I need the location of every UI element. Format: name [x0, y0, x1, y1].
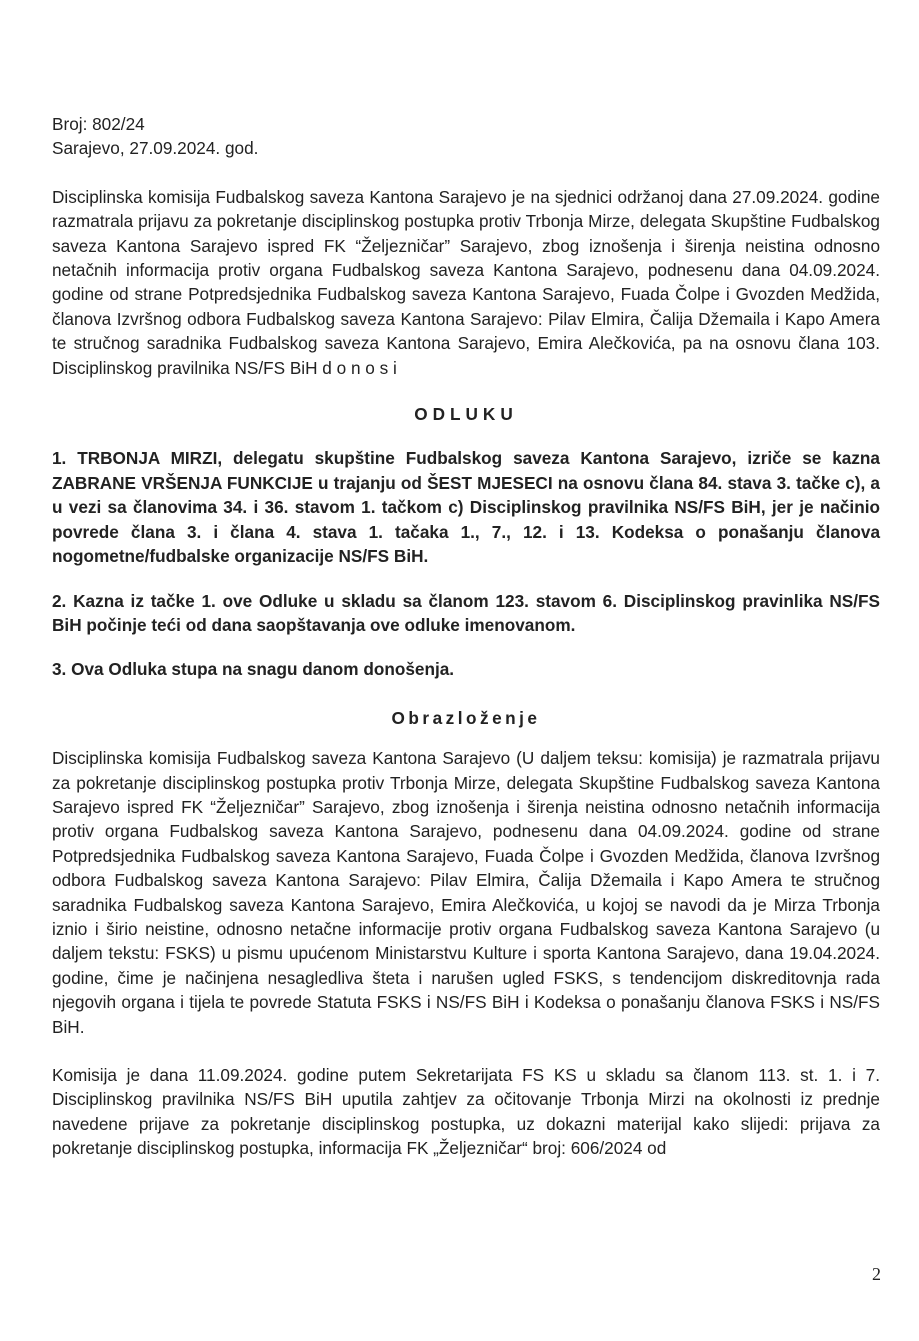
page-number: 2	[872, 1264, 881, 1284]
document-number: Broj: 802/24	[52, 114, 145, 134]
decision-item-1: 1. TRBONJA MIRZI, delegatu skupštine Fudbalskog saveza Kantona Sarajevo, izriče se kazna ZABRANE VRŠENJA FUNKCIJE u trajanju od ŠEST MJESECI na osnovu člana 84. stava 3. tačke c), a u vezi sa članovima 34. i 36. stavom 1. tačkom c) Disciplinskog pravilnika NS/FS BiH, jer je načinio povrede člana 3. i člana 4. stava 1. tačaka 1., 7., 12. i 13. Kodeksa o ponašanju članova nogometne/fudbalske organizacije NS/FS BiH.	[52, 448, 880, 567]
document-body	[52, 112, 880, 1161]
reasoning-paragraph-1: Disciplinska komisija Fudbalskog saveza Kantona Sarajevo (U daljem teksu: komisija) je razmatrala prijavu za pokretanje disciplinskog postupka protiv Trbonja Mirze, delegata Skupštine Fudbalskog saveza Kantona Sarajevo ispred FK “Željezničar” Sarajevo, zbog iznošenja i širenja neistina odnosno netačnih informacija protiv organa Fudbalskog saveza Kantona Sarajevo, podnesenu dana 04.09.2024. godine od strane Potpredsjednika Fudbalskog saveza Kantona Sarajevo, Fuada Čolpe i Gvozden Medžida, članova Izvršnog odbora Fudbalskog saveza Kantona Sarajevo: Pilav Elmira, Čalija Džemaila i Kapo Amera te stručnog saradnika Fudbalskog saveza Kantona Sarajevo, Emira Alečkovića, u kojoj se navodi da je Mirza Trbonja iznio i širio neistine, odnosno netačne informacije protiv organa Fudbalskog saveza Kantona Sarajevo (u daljem tekstu: FSKS) u pismu upućenom Ministarstvu Kulture i sporta Kantona Sarajevo, dana 19.04.2024. godine, čime je načinjena nesagledliva šteta i narušen ugled FSKS, s tendencijom diskreditovnja rada njegovih organa i tijela te povrede Statuta FSKS i NS/FS BiH i Kodeksa o ponašanju članova FSKS i NS/FS BiH.	[52, 748, 880, 1037]
reasoning-paragraph-2: Komisija je dana 11.09.2024. godine putem Sekretarijata FS KS u skladu sa članom 113. st. 1. i 7. Disciplinskog pravilnika NS/FS BiH uputila zahtjev za očitovanje Trbonja Mirzi na okolnosti iz prednje navedene prijave za pokretanje disciplinskog postupka, uz dokazni materijal kako slijedi: prijava za pokretanje disciplinskog postupka, informacija FK „Željezničar“ broj: 606/2024 od	[52, 1065, 880, 1159]
document-place-date: Sarajevo, 27.09.2024. god.	[52, 138, 259, 159]
intro-paragraph: Disciplinska komisija Fudbalskog saveza Kantona Sarajevo je na sjednici održanoj dana 27.09.2024. godine razmatrala prijavu za pokretanje disciplinskog postupka protiv Trbonja Mirze, delegata Skupštine Fudbalskog saveza Kantona Sarajevo ispred FK “Željezničar” Sarajevo, zbog iznošenja i širenja neistina odnosno netačnih informacija protiv organa Fudbalskog saveza Kantona Sarajevo, podnesenu dana 04.09.2024. godine od strane Potpredsjednika Fudbalskog saveza Kantona Sarajevo, Fuada Čolpe i Gvozden Medžida, članova Izvršnog odbora Fudbalskog saveza Kantona Sarajevo: Pilav Elmira, Čalija Džemaila i Kapo Amera te stručnog saradnika Fudbalskog saveza Kantona Sarajevo, Emira Alečkovića, pa na osnovu člana 103. Disciplinskog pravilnika NS/FS BiH d o n o s i	[52, 186, 880, 378]
decision-item-2: 2. Kazna iz tačke 1. ove Odluke u skladu sa članom 123. stavom 6. Disciplinskog pravinlika NS/FS BiH počinje teći od dana saopštavanja ove odluke imenovanom.	[52, 590, 880, 635]
decision-item-3: 3. Ova Odluka stupa na snagu danom donošenja.	[52, 659, 455, 680]
reasoning-heading: Obrazloženje	[391, 707, 541, 728]
decision-heading: ODLUKU	[414, 404, 518, 425]
